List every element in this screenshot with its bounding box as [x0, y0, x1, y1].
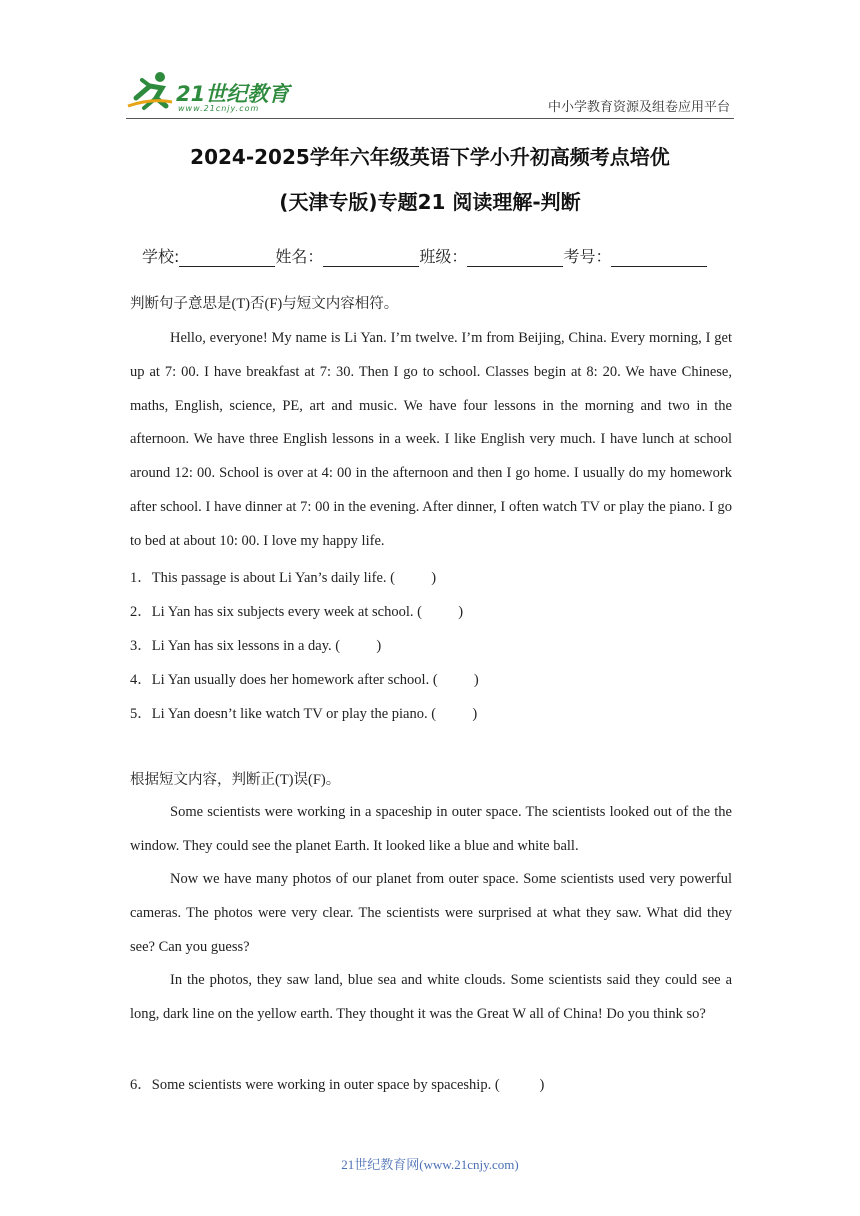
section1-passage: Hello, everyone! My name is Li Yan. I’m twelve. I’m from Beijing, China. Every morning, I get up at 7: 00. I have breakfast at 7: 30. Then I go to school. Classes begin at 8: 20. We have Chinese, maths, English, science, PE, art and music. We have four lessons in the morning and two in the afternoon. We have three English lessons in a week. I like English very much. I have lunch at school around 12: 00. School is over at 4: 00 in the afternoon and then I go home. I usually do my homework after school. I have dinner at 7: 00 in the evening. After dinner, I often watch TV or play the piano. I go to bed at about 10: 00. I love my happy life. — [130, 330, 732, 549]
logo-url: www.21cnjy.com — [178, 104, 260, 113]
class-label: 班级： — [419, 247, 468, 266]
section2-instruction: 根据短文内容，判断正(T)误(F)。 — [130, 772, 341, 788]
logo-text: 21世纪教育 — [176, 82, 290, 106]
section2-paragraph-1: Some scientists were working in a spaceship in outer space. The scientists looked out of the the window. They could see the planet Earth. It looked like a blue and white ball. — [130, 804, 732, 854]
name-blank[interactable] — [323, 250, 419, 267]
section2-paragraph-2: Now we have many photos of our planet from outer space. Some scientists used very powerful cameras. The photos were very clear. The scientists were surprised at what they saw. What did they see? Can you guess? — [130, 871, 732, 955]
platform-label: 中小学教育资源及组卷应用平台 — [547, 100, 730, 115]
question-4: 4．Li Yan usually does her homework after school. ( ) — [130, 672, 479, 688]
student-info-line — [142, 244, 707, 267]
site-logo — [122, 68, 292, 116]
question-5: 5．Li Yan doesn’t like watch TV or play the piano. ( ) — [130, 706, 478, 722]
question-3: 3．Li Yan has six lessons in a day. ( ) — [130, 638, 382, 654]
number-label: 考号： — [563, 247, 612, 266]
question-1: 1．This passage is about Li Yan’s daily life. ( ) — [130, 570, 437, 586]
school-blank[interactable] — [179, 250, 275, 267]
section2-paragraph-3: In the photos, they saw land, blue sea and white clouds. Some scientists said they could see a long, dark line on the yellow earth. They thought it was the Great W all of China! Do you think so? — [130, 972, 732, 1022]
number-blank[interactable] — [611, 250, 707, 267]
class-blank[interactable] — [467, 250, 563, 267]
page-subtitle: (天津专版)专题21 阅读理解-判断 — [279, 190, 581, 214]
header-divider — [126, 118, 734, 119]
footer-link[interactable]: 21世纪教育网(www.21cnjy.com) — [341, 1157, 519, 1172]
name-label: 姓名： — [275, 247, 324, 266]
section1-instruction: 判断句子意思是(T)否(F)与短文内容相符。 — [130, 296, 399, 312]
question-6: 6．Some scientists were working in outer space by spaceship. ( ) — [130, 1077, 545, 1093]
question-2: 2．Li Yan has six subjects every week at school. ( ) — [130, 604, 464, 620]
page-title: 2024-2025学年六年级英语下学小升初高频考点培优 — [190, 145, 670, 169]
school-label: 学校: — [142, 247, 180, 266]
